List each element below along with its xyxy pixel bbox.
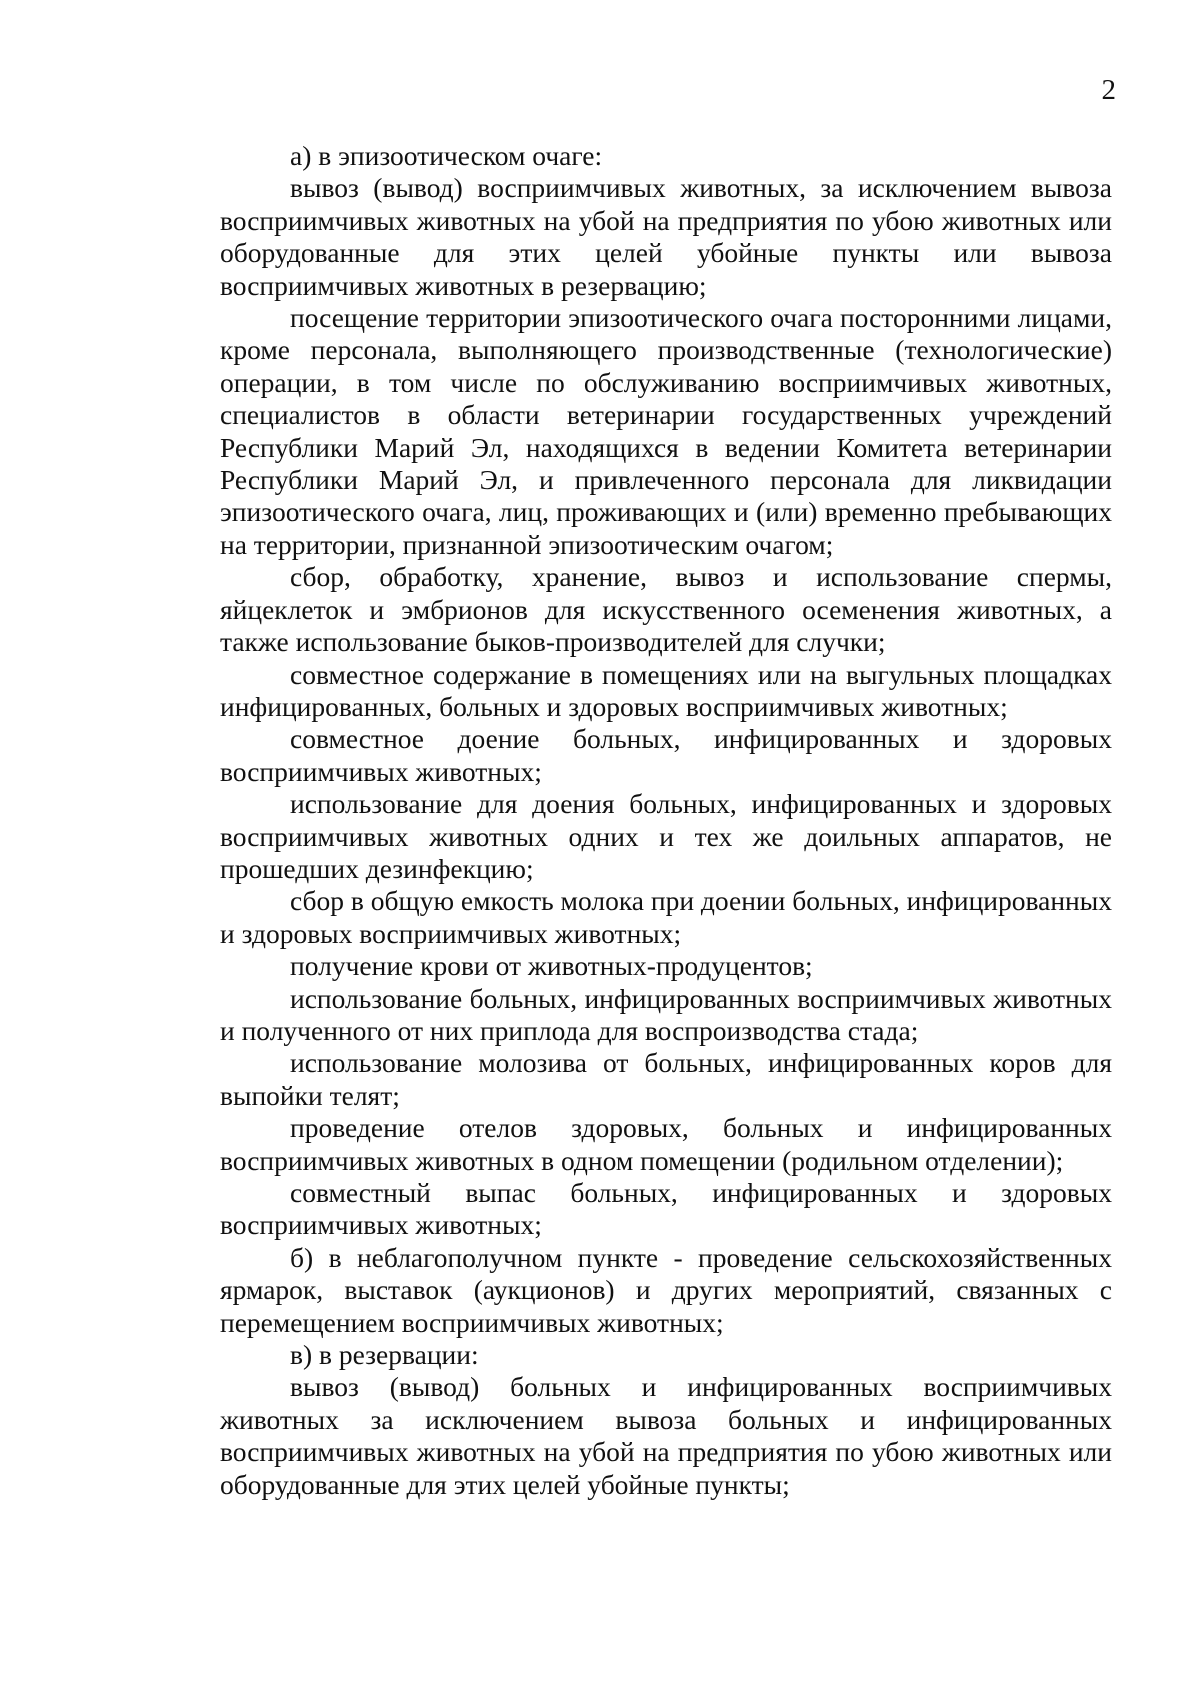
paragraph-episootic-focus-heading: а) в эпизоотическом очаге: [290, 140, 603, 171]
paragraph-joint-grazing: совместный выпас больных, инфицированных и здоровых восприимчивых животных; [220, 1177, 1112, 1241]
paragraph-visiting-territory: посещение территории эпизоотического очага посторонними лицами, кроме персонала, выполняющего производственные (технологические) операции, в том числе по обслуживанию восприимчивых животных, специалистов в области ветеринарии государственных учреждений Республики Марий Эл, находящихся в ведении Комитета ветеринарии Республики Марий Эл, и привлеченного персонала для ликвидации эпизоотического очага, лиц, проживающих и (или) временно пребывающих на территории, признанной эпизоотическим очагом; [220, 302, 1112, 560]
paragraph-colostrum-use: использование молозива от больных, инфицированных коров для выпойки телят; [220, 1047, 1112, 1111]
paragraph-milk-collection: сбор в общую емкость молока при доении больных, инфицированных и здоровых восприимчивых животных; [220, 885, 1112, 949]
paragraph-joint-keeping: совместное содержание в помещениях или на выгульных площадках инфицированных, больных и здоровых восприимчивых животных; [220, 658, 1112, 722]
paragraph-breeding-use: использование больных, инфицированных восприимчивых животных и полученного от них приплода для воспроизводства стада; [220, 982, 1112, 1046]
paragraph-milking-machines: использование для доения больных, инфицированных и здоровых восприимчивых животных одних и тех же доильных аппаратов, не прошедших дезинфекцию; [220, 788, 1112, 884]
paragraph-reservation-export: вывоз (вывод) больных и инфицированных восприимчивых животных за исключением вывоза больных и инфицированных восприимчивых животных на убой на предприятия по убою животных или оборудованные для этих целей убойные пункты; [220, 1371, 1112, 1500]
paragraph-unfavorable-point: б) в неблагополучном пункте - проведение сельскохозяйственных ярмарок, выставок (аукционов) и других мероприятий, связанных с перемещением восприимчивых животных; [220, 1241, 1112, 1338]
page-number: 2 [1101, 74, 1116, 106]
document-body [220, 140, 1112, 1501]
paragraph-sperm-collection: сбор, обработку, хранение, вывоз и использование спермы, яйцеклеток и эмбрионов для искусственного осеменения животных, а также использование быков-производителей для случки; [220, 561, 1112, 658]
paragraph-export-animals: вывоз (вывод) восприимчивых животных, за исключением вывоза восприимчивых животных на убой на предприятия по убою животных или оборудованные для этих целей убойные пункты или вывоза восприимчивых животных в резервацию; [220, 172, 1112, 301]
paragraph-blood-collection: получение крови от животных-продуцентов; [290, 950, 813, 982]
paragraph-calving: проведение отелов здоровых, больных и инфицированных восприимчивых животных в одном помещении (родильном отделении); [220, 1112, 1112, 1176]
paragraph-joint-milking: совместное доение больных, инфицированных и здоровых восприимчивых животных; [220, 723, 1112, 787]
paragraph-reservation-heading: в) в резервации: [290, 1339, 479, 1371]
